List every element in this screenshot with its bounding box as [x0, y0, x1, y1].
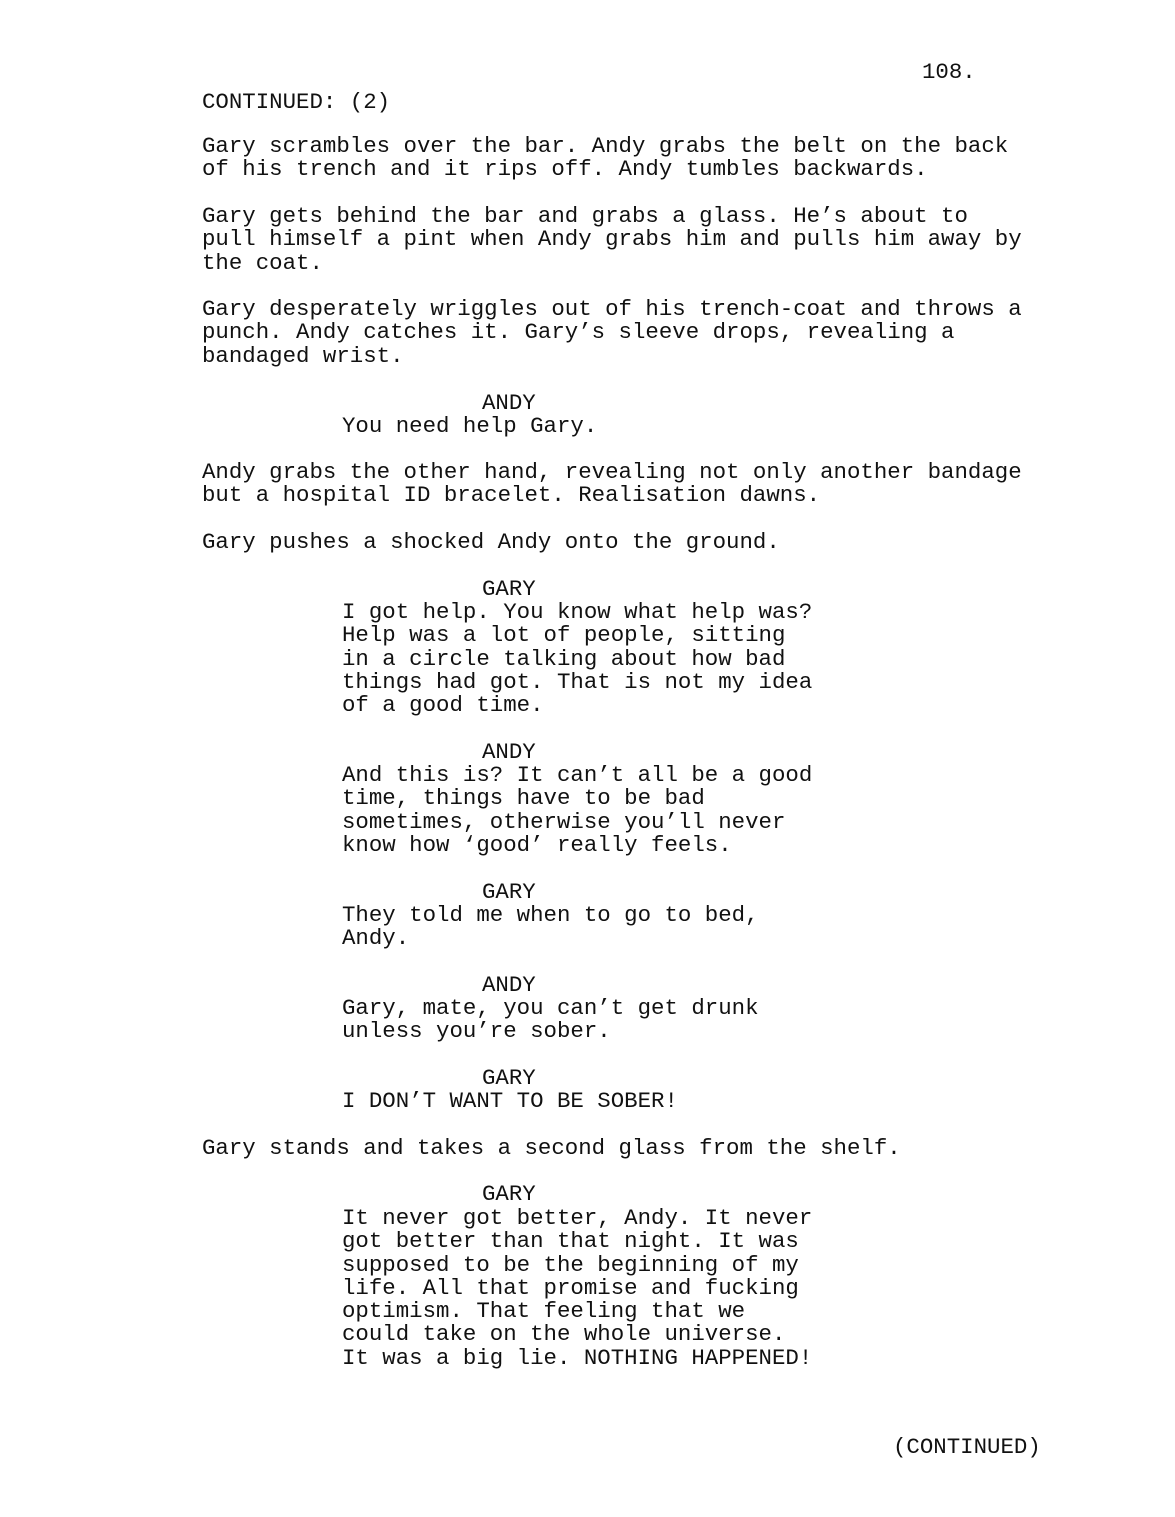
dialogue: I got help. You know what help was? Help was a lot of people, sitting in a circle talking about how bad things had got. That is not my idea of a good time.	[342, 599, 813, 719]
character-name: GARY	[482, 1181, 536, 1207]
continued-header: CONTINUED: (2)	[202, 89, 391, 115]
dialogue: I DON’T WANT TO BE SOBER!	[342, 1088, 678, 1114]
character-name: GARY	[482, 879, 536, 905]
action-line: Gary desperately wriggles out of his trench-coat and throws a punch. Andy catches it. Gary’s sleeve drops, revealing a bandaged wrist.	[202, 296, 1022, 369]
action-line: Gary gets behind the bar and grabs a glass. He’s about to pull himself a pint when Andy grabs him and pulls him away by the coat.	[202, 203, 1022, 276]
action-line: Andy grabs the other hand, revealing not only another bandage but a hospital ID bracelet. Realisation dawns.	[202, 459, 1022, 509]
action-line: Gary pushes a shocked Andy onto the ground.	[202, 529, 780, 555]
action-line: Gary stands and takes a second glass from the shelf.	[202, 1135, 901, 1161]
character-name: GARY	[482, 576, 536, 602]
dialogue: It never got better, Andy. It never got better than that night. It was supposed to be the beginning of my life. All that promise and fucking optimism. That feeling that we could take on the whole universe. It was a big lie. NOTHING HAPPENED!	[342, 1205, 813, 1371]
page-number: 108.	[922, 59, 976, 85]
dialogue: Gary, mate, you can’t get drunk unless you’re sober.	[342, 995, 759, 1045]
dialogue: You need help Gary.	[342, 413, 598, 439]
action-line: Gary scrambles over the bar. Andy grabs the belt on the back of his trench and it rips off. Andy tumbles backwards.	[202, 133, 1009, 183]
dialogue: They told me when to go to bed, Andy.	[342, 902, 759, 952]
dialogue: And this is? It can’t all be a good time, things have to be bad sometimes, otherwise you’ll never know how ‘good’ really feels.	[342, 762, 813, 858]
character-name: ANDY	[482, 739, 536, 765]
character-name: ANDY	[482, 972, 536, 998]
character-name: ANDY	[482, 390, 536, 416]
character-name: GARY	[482, 1065, 536, 1091]
continued-footer: (CONTINUED)	[893, 1434, 1041, 1460]
